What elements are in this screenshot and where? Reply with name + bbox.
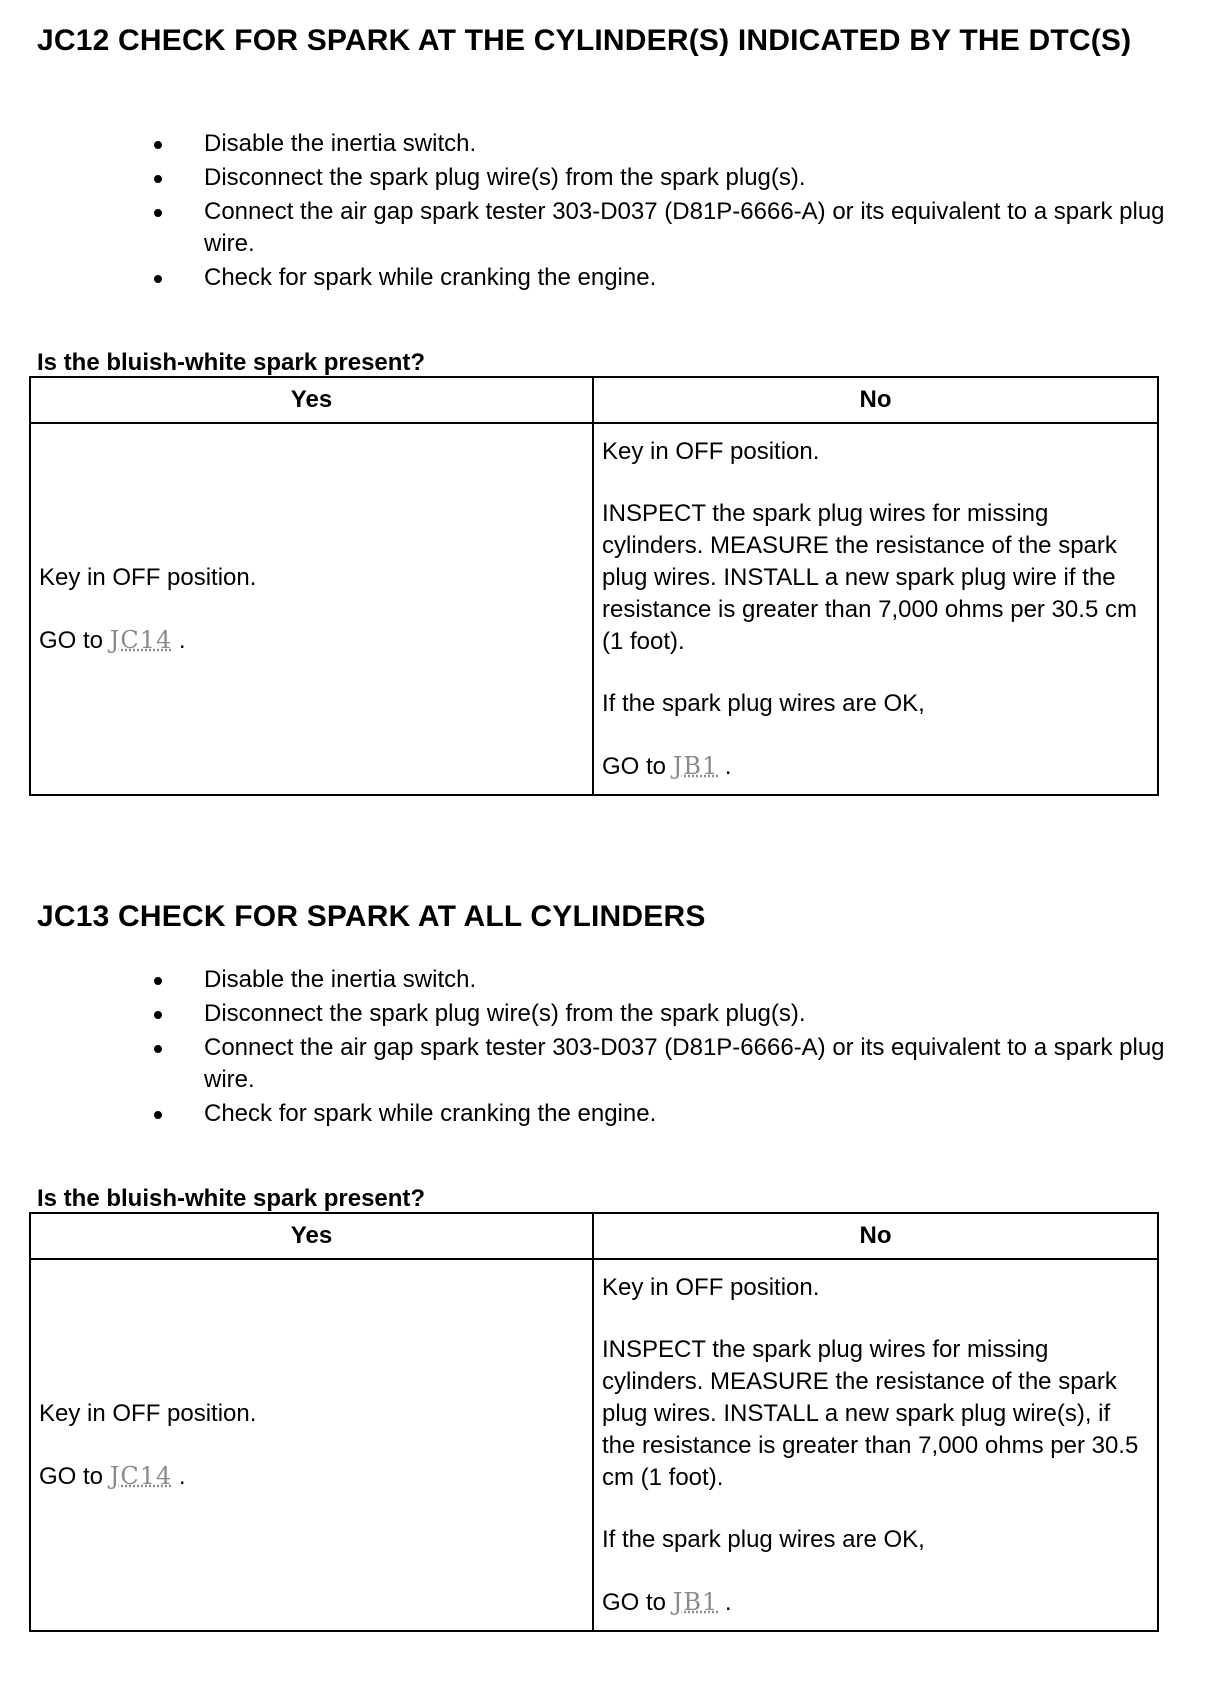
no-key-off: Key in OFF position. bbox=[602, 1273, 820, 1301]
bullet-icon bbox=[154, 141, 162, 149]
step-item: Check for spark while cranking the engine. bbox=[0, 1098, 1216, 1130]
bullet-icon bbox=[154, 175, 162, 183]
bullet-icon bbox=[154, 275, 162, 283]
question-label: Is the bluish-white spark present? bbox=[37, 349, 426, 376]
bullet-icon bbox=[154, 977, 162, 985]
table-row bbox=[30, 423, 1158, 795]
no-key-off: Key in OFF position. bbox=[602, 437, 820, 465]
goto-jb1-link[interactable]: JB1 bbox=[672, 1587, 719, 1616]
decision-table bbox=[29, 376, 1159, 796]
yes-goto: GO to JC14 . bbox=[39, 1461, 186, 1490]
no-condition: If the spark plug wires are OK, bbox=[602, 689, 925, 717]
question-label: Is the bluish-white spark present? bbox=[37, 1185, 426, 1212]
step-item: Disable the inertia switch. bbox=[0, 128, 1216, 160]
header-no: No bbox=[593, 1213, 1158, 1259]
step-item: Disconnect the spark plug wire(s) from the spark plug(s). bbox=[0, 162, 1216, 194]
header-no: No bbox=[593, 377, 1158, 423]
goto-jc14-link[interactable]: JC14 bbox=[109, 1461, 173, 1490]
no-inspect-text: INSPECT the spark plug wires for missing cylinders. MEASURE the resistance of the spark plug wires. INSTALL a new spark plug wire if the resistance is greater than 7,000 ohms per 30.5 cm (1 foot). bbox=[602, 499, 1137, 655]
yes-cell bbox=[30, 1259, 593, 1631]
step-item: Disconnect the spark plug wire(s) from the spark plug(s). bbox=[0, 998, 1216, 1030]
no-inspect-text: INSPECT the spark plug wires for missing cylinders. MEASURE the resistance of the spark plug wires. INSTALL a new spark plug wire(s), if the resistance is greater than 7,000 ohms per 30.5 cm (1 foot). bbox=[602, 1335, 1139, 1491]
yes-goto: GO to JC14 . bbox=[39, 625, 186, 654]
header-yes: Yes bbox=[30, 1213, 593, 1259]
no-goto: GO to JB1 . bbox=[602, 1587, 732, 1616]
table-header-row bbox=[30, 377, 1158, 423]
table-header-row bbox=[30, 1213, 1158, 1259]
bullet-icon bbox=[154, 1045, 162, 1053]
decision-table bbox=[29, 1212, 1159, 1632]
goto-jc14-link[interactable]: JC14 bbox=[109, 625, 173, 654]
yes-key-off: Key in OFF position. bbox=[39, 563, 257, 591]
bullet-icon bbox=[154, 209, 162, 217]
header-yes: Yes bbox=[30, 377, 593, 423]
step-item: Connect the air gap spark tester 303-D037 (D81P-6666-A) or its equivalent to a spark plug wire. bbox=[0, 196, 1216, 260]
bullet-icon bbox=[154, 1111, 162, 1119]
bullet-icon bbox=[154, 1011, 162, 1019]
step-item: Disable the inertia switch. bbox=[0, 964, 1216, 996]
yes-key-off: Key in OFF position. bbox=[39, 1399, 257, 1427]
no-cell bbox=[593, 423, 1158, 795]
no-goto: GO to JB1 . bbox=[602, 751, 732, 780]
section-heading: JC12 CHECK FOR SPARK AT THE CYLINDER(S) INDICATED BY THE DTC(S) bbox=[37, 24, 1132, 57]
table-row bbox=[30, 1259, 1158, 1631]
section-heading: JC13 CHECK FOR SPARK AT ALL CYLINDERS bbox=[37, 900, 706, 933]
step-list bbox=[0, 964, 1216, 1132]
step-list bbox=[0, 128, 1216, 296]
step-item: Check for spark while cranking the engine. bbox=[0, 262, 1216, 294]
goto-jb1-link[interactable]: JB1 bbox=[672, 751, 719, 780]
no-cell bbox=[593, 1259, 1158, 1631]
no-condition: If the spark plug wires are OK, bbox=[602, 1525, 925, 1553]
step-item: Connect the air gap spark tester 303-D037 (D81P-6666-A) or its equivalent to a spark plug wire. bbox=[0, 1032, 1216, 1096]
yes-cell bbox=[30, 423, 593, 795]
